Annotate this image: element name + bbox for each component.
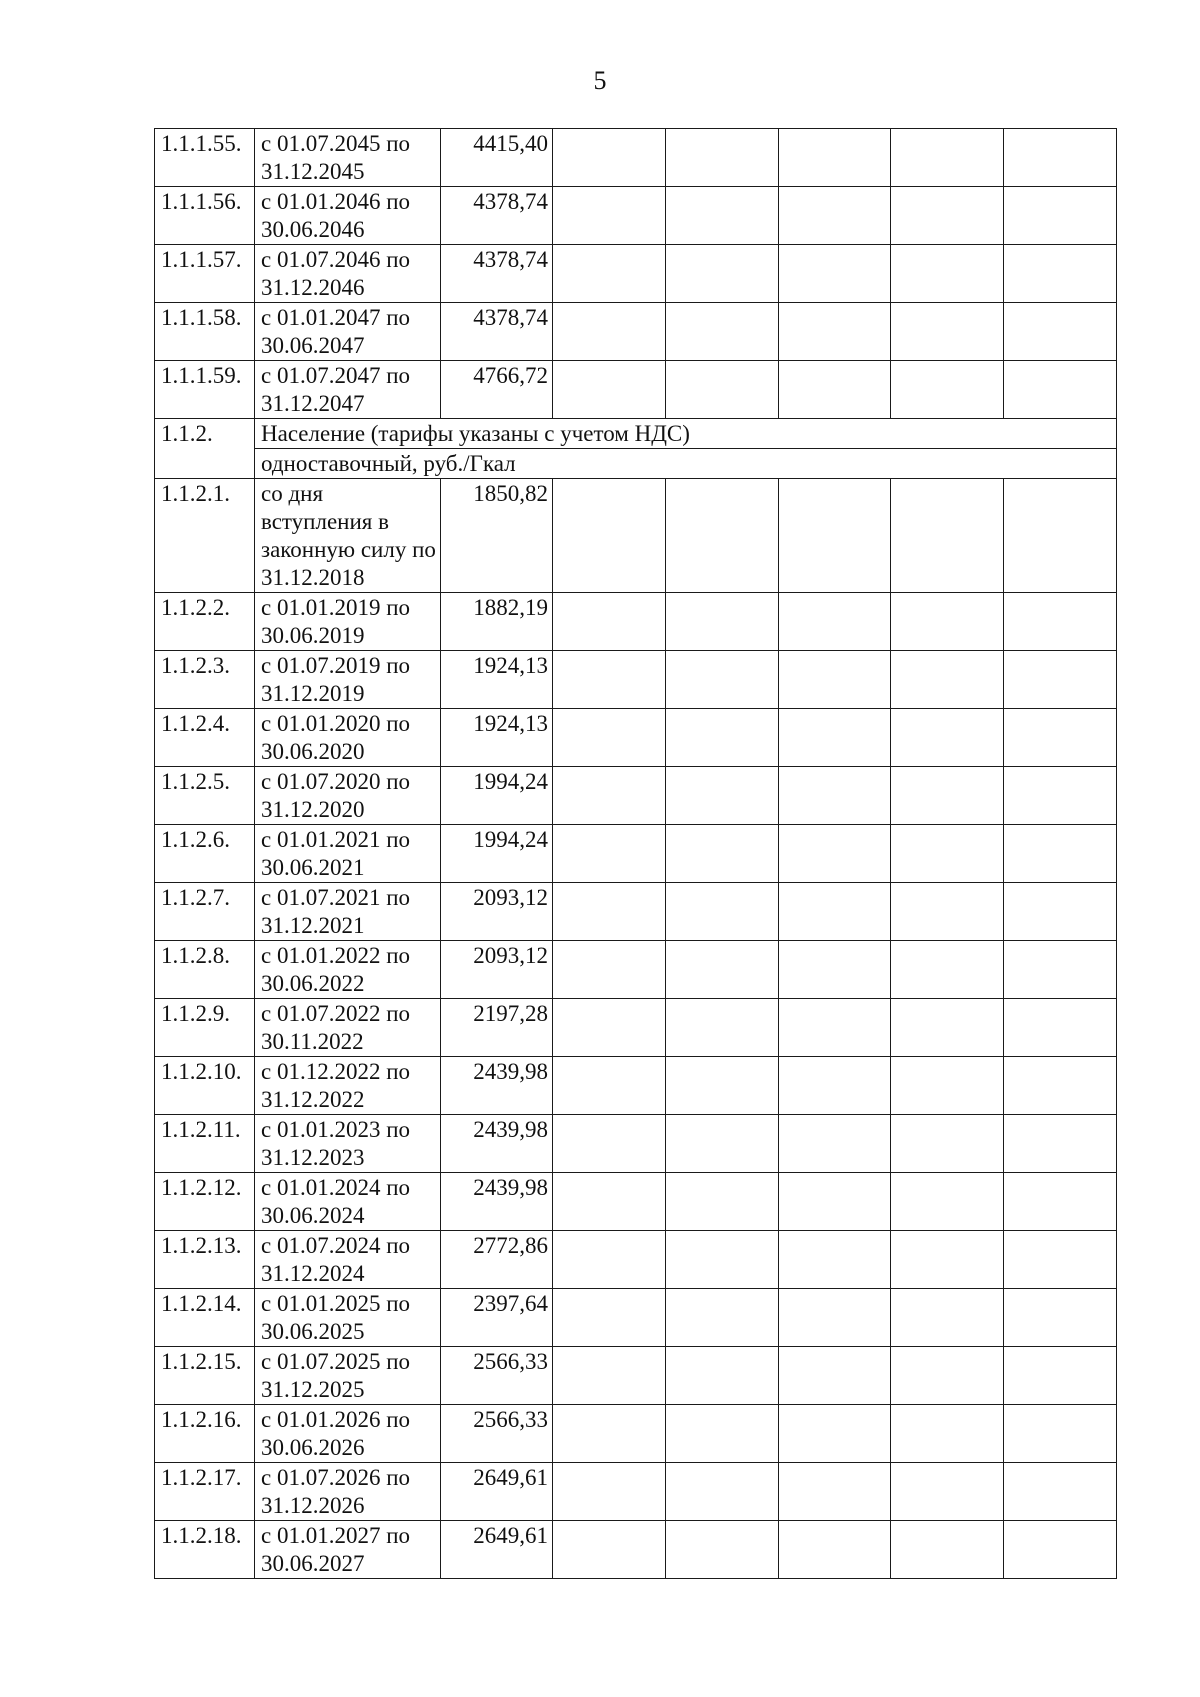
- table-row: [155, 883, 1117, 941]
- empty-cell: [1004, 941, 1117, 999]
- empty-cell: [778, 1405, 891, 1463]
- empty-cell: [665, 361, 778, 419]
- empty-cell: [1004, 1405, 1117, 1463]
- tariff-value: 4766,72: [441, 361, 553, 419]
- row-number: 1.1.2.2.: [155, 593, 255, 651]
- table-body-bottom: [155, 479, 1117, 1579]
- table-row: [155, 361, 1117, 419]
- empty-cell: [891, 1463, 1004, 1521]
- empty-cell: [778, 245, 891, 303]
- period-cell: с 01.01.2019 по 30.06.2019: [255, 593, 441, 651]
- empty-cell: [778, 1173, 891, 1231]
- empty-cell: [665, 883, 778, 941]
- empty-cell: [553, 1463, 666, 1521]
- empty-cell: [665, 1289, 778, 1347]
- empty-cell: [553, 245, 666, 303]
- empty-cell: [553, 1405, 666, 1463]
- period-cell: с 01.01.2026 по 30.06.2026: [255, 1405, 441, 1463]
- empty-cell: [778, 1463, 891, 1521]
- period-cell: с 01.01.2047 по 30.06.2047: [255, 303, 441, 361]
- empty-cell: [553, 1231, 666, 1289]
- empty-cell: [553, 1347, 666, 1405]
- empty-cell: [778, 1347, 891, 1405]
- empty-cell: [1004, 245, 1117, 303]
- tariff-value: 1924,13: [441, 709, 553, 767]
- row-number: 1.1.2.3.: [155, 651, 255, 709]
- table-row: [155, 941, 1117, 999]
- empty-cell: [778, 1115, 891, 1173]
- empty-cell: [778, 187, 891, 245]
- section-subtitle-row: [155, 449, 1117, 479]
- empty-cell: [891, 1115, 1004, 1173]
- tariff-value: 4378,74: [441, 187, 553, 245]
- empty-cell: [553, 883, 666, 941]
- empty-cell: [665, 825, 778, 883]
- empty-cell: [1004, 1347, 1117, 1405]
- empty-cell: [1004, 1521, 1117, 1579]
- empty-cell: [778, 825, 891, 883]
- tariff-value: 2439,98: [441, 1115, 553, 1173]
- empty-cell: [553, 1521, 666, 1579]
- empty-cell: [553, 767, 666, 825]
- tariff-value: 1882,19: [441, 593, 553, 651]
- table-row: [155, 651, 1117, 709]
- empty-cell: [553, 187, 666, 245]
- period-cell: с 01.01.2046 по 30.06.2046: [255, 187, 441, 245]
- tariff-value: 4378,74: [441, 303, 553, 361]
- row-number: 1.1.2.16.: [155, 1405, 255, 1463]
- table-row: [155, 709, 1117, 767]
- table-row: [155, 245, 1117, 303]
- empty-cell: [778, 709, 891, 767]
- empty-cell: [1004, 767, 1117, 825]
- row-number: 1.1.1.59.: [155, 361, 255, 419]
- empty-cell: [891, 593, 1004, 651]
- empty-cell: [891, 129, 1004, 187]
- table-row: [155, 303, 1117, 361]
- empty-cell: [665, 1405, 778, 1463]
- period-cell: с 01.07.2047 по 31.12.2047: [255, 361, 441, 419]
- table-row: [155, 1463, 1117, 1521]
- section-number: 1.1.2.: [155, 419, 255, 479]
- page-number: 5: [593, 66, 607, 95]
- empty-cell: [1004, 129, 1117, 187]
- empty-cell: [891, 1347, 1004, 1405]
- tariff-value: 1994,24: [441, 825, 553, 883]
- period-cell: с 01.12.2022 по 31.12.2022: [255, 1057, 441, 1115]
- empty-cell: [891, 709, 1004, 767]
- row-number: 1.1.2.17.: [155, 1463, 255, 1521]
- empty-cell: [665, 941, 778, 999]
- empty-cell: [553, 129, 666, 187]
- row-number: 1.1.2.8.: [155, 941, 255, 999]
- table-row: [155, 187, 1117, 245]
- empty-cell: [1004, 1289, 1117, 1347]
- empty-cell: [778, 1521, 891, 1579]
- table-row: [155, 1289, 1117, 1347]
- empty-cell: [665, 1521, 778, 1579]
- empty-cell: [1004, 187, 1117, 245]
- empty-cell: [1004, 303, 1117, 361]
- tariff-value: 2649,61: [441, 1463, 553, 1521]
- period-cell: с 01.07.2020 по 31.12.2020: [255, 767, 441, 825]
- period-cell: с 01.01.2025 по 30.06.2025: [255, 1289, 441, 1347]
- empty-cell: [665, 1057, 778, 1115]
- tariff-value: 2197,28: [441, 999, 553, 1057]
- tariff-value: 2772,86: [441, 1231, 553, 1289]
- empty-cell: [778, 1289, 891, 1347]
- empty-cell: [1004, 883, 1117, 941]
- empty-cell: [1004, 1173, 1117, 1231]
- table-row: [155, 825, 1117, 883]
- tariff-value: 2439,98: [441, 1057, 553, 1115]
- table-row: [155, 1173, 1117, 1231]
- tariff-value: 4378,74: [441, 245, 553, 303]
- tariff-value: 2566,33: [441, 1347, 553, 1405]
- empty-cell: [1004, 999, 1117, 1057]
- row-number: 1.1.2.12.: [155, 1173, 255, 1231]
- empty-cell: [1004, 1115, 1117, 1173]
- empty-cell: [665, 1231, 778, 1289]
- table-row: [155, 767, 1117, 825]
- row-number: 1.1.2.7.: [155, 883, 255, 941]
- section-title-row: [155, 419, 1117, 449]
- empty-cell: [891, 1057, 1004, 1115]
- empty-cell: [665, 999, 778, 1057]
- table-row: [155, 1347, 1117, 1405]
- empty-cell: [553, 1057, 666, 1115]
- empty-cell: [891, 361, 1004, 419]
- tariff-value: 2093,12: [441, 883, 553, 941]
- period-cell: с 01.07.2026 по 31.12.2026: [255, 1463, 441, 1521]
- empty-cell: [891, 999, 1004, 1057]
- empty-cell: [1004, 709, 1117, 767]
- table-row: [155, 129, 1117, 187]
- tariff-value: 1850,82: [441, 479, 553, 593]
- row-number: 1.1.1.56.: [155, 187, 255, 245]
- table-body-top: [155, 129, 1117, 419]
- empty-cell: [553, 1173, 666, 1231]
- empty-cell: [553, 709, 666, 767]
- period-cell: с 01.07.2022 по 30.11.2022: [255, 999, 441, 1057]
- empty-cell: [553, 361, 666, 419]
- empty-cell: [778, 1057, 891, 1115]
- period-cell: со дня вступления в законную силу по 31.12.2018: [255, 479, 441, 593]
- table-row: [155, 999, 1117, 1057]
- empty-cell: [665, 651, 778, 709]
- period-cell: с 01.01.2022 по 30.06.2022: [255, 941, 441, 999]
- table-row: [155, 1057, 1117, 1115]
- empty-cell: [553, 593, 666, 651]
- row-number: 1.1.2.11.: [155, 1115, 255, 1173]
- empty-cell: [1004, 361, 1117, 419]
- empty-cell: [1004, 1463, 1117, 1521]
- row-number: 1.1.2.5.: [155, 767, 255, 825]
- empty-cell: [665, 1115, 778, 1173]
- empty-cell: [665, 129, 778, 187]
- empty-cell: [1004, 479, 1117, 593]
- tariff-value: 2649,61: [441, 1521, 553, 1579]
- empty-cell: [1004, 1057, 1117, 1115]
- row-number: 1.1.1.58.: [155, 303, 255, 361]
- empty-cell: [778, 941, 891, 999]
- empty-cell: [553, 479, 666, 593]
- period-cell: с 01.07.2019 по 31.12.2019: [255, 651, 441, 709]
- empty-cell: [665, 1173, 778, 1231]
- empty-cell: [778, 767, 891, 825]
- table-row: [155, 1405, 1117, 1463]
- empty-cell: [891, 1231, 1004, 1289]
- empty-cell: [778, 593, 891, 651]
- empty-cell: [891, 941, 1004, 999]
- empty-cell: [891, 245, 1004, 303]
- tariff-value: 1994,24: [441, 767, 553, 825]
- empty-cell: [891, 767, 1004, 825]
- tariff-value: 2093,12: [441, 941, 553, 999]
- tariff-value: 1924,13: [441, 651, 553, 709]
- period-cell: с 01.07.2025 по 31.12.2025: [255, 1347, 441, 1405]
- empty-cell: [665, 245, 778, 303]
- row-number: 1.1.2.6.: [155, 825, 255, 883]
- empty-cell: [1004, 651, 1117, 709]
- row-number: 1.1.2.14.: [155, 1289, 255, 1347]
- empty-cell: [778, 999, 891, 1057]
- period-cell: с 01.01.2024 по 30.06.2024: [255, 1173, 441, 1231]
- tariff-value: 2439,98: [441, 1173, 553, 1231]
- row-number: 1.1.2.10.: [155, 1057, 255, 1115]
- row-number: 1.1.2.4.: [155, 709, 255, 767]
- empty-cell: [1004, 1231, 1117, 1289]
- period-cell: с 01.01.2021 по 30.06.2021: [255, 825, 441, 883]
- tariff-value: 2566,33: [441, 1405, 553, 1463]
- empty-cell: [553, 1115, 666, 1173]
- tariff-value: 4415,40: [441, 129, 553, 187]
- table-row: [155, 1521, 1117, 1579]
- period-cell: с 01.07.2021 по 31.12.2021: [255, 883, 441, 941]
- empty-cell: [778, 129, 891, 187]
- empty-cell: [891, 1405, 1004, 1463]
- section-subtitle: одноставочный, руб./Гкал: [255, 449, 1117, 479]
- empty-cell: [891, 825, 1004, 883]
- table-row: [155, 1115, 1117, 1173]
- section-title: Население (тарифы указаны с учетом НДС): [255, 419, 1117, 449]
- row-number: 1.1.2.18.: [155, 1521, 255, 1579]
- empty-cell: [553, 1289, 666, 1347]
- empty-cell: [778, 651, 891, 709]
- empty-cell: [891, 187, 1004, 245]
- row-number: 1.1.2.13.: [155, 1231, 255, 1289]
- period-cell: с 01.01.2027 по 30.06.2027: [255, 1521, 441, 1579]
- tariff-value: 2397,64: [441, 1289, 553, 1347]
- empty-cell: [665, 767, 778, 825]
- table-row: [155, 593, 1117, 651]
- row-number: 1.1.2.15.: [155, 1347, 255, 1405]
- period-cell: с 01.07.2045 по 31.12.2045: [255, 129, 441, 187]
- period-cell: с 01.01.2023 по 31.12.2023: [255, 1115, 441, 1173]
- period-cell: с 01.07.2024 по 31.12.2024: [255, 1231, 441, 1289]
- empty-cell: [891, 883, 1004, 941]
- row-number: 1.1.1.57.: [155, 245, 255, 303]
- empty-cell: [665, 593, 778, 651]
- empty-cell: [665, 479, 778, 593]
- empty-cell: [553, 999, 666, 1057]
- empty-cell: [891, 1521, 1004, 1579]
- empty-cell: [778, 479, 891, 593]
- row-number: 1.1.2.9.: [155, 999, 255, 1057]
- empty-cell: [553, 825, 666, 883]
- empty-cell: [891, 1289, 1004, 1347]
- empty-cell: [778, 361, 891, 419]
- row-number: 1.1.1.55.: [155, 129, 255, 187]
- empty-cell: [553, 941, 666, 999]
- period-cell: с 01.07.2046 по 31.12.2046: [255, 245, 441, 303]
- table-row: [155, 1231, 1117, 1289]
- empty-cell: [665, 709, 778, 767]
- empty-cell: [665, 303, 778, 361]
- empty-cell: [778, 303, 891, 361]
- row-number: 1.1.2.1.: [155, 479, 255, 593]
- tariff-table: [154, 128, 1117, 1579]
- empty-cell: [1004, 593, 1117, 651]
- empty-cell: [665, 1347, 778, 1405]
- empty-cell: [665, 1463, 778, 1521]
- empty-cell: [778, 1231, 891, 1289]
- empty-cell: [665, 187, 778, 245]
- empty-cell: [891, 651, 1004, 709]
- empty-cell: [553, 303, 666, 361]
- section-header: [155, 419, 1117, 479]
- empty-cell: [778, 883, 891, 941]
- empty-cell: [891, 303, 1004, 361]
- table-row: [155, 479, 1117, 593]
- period-cell: с 01.01.2020 по 30.06.2020: [255, 709, 441, 767]
- empty-cell: [891, 479, 1004, 593]
- empty-cell: [553, 651, 666, 709]
- empty-cell: [1004, 825, 1117, 883]
- empty-cell: [891, 1173, 1004, 1231]
